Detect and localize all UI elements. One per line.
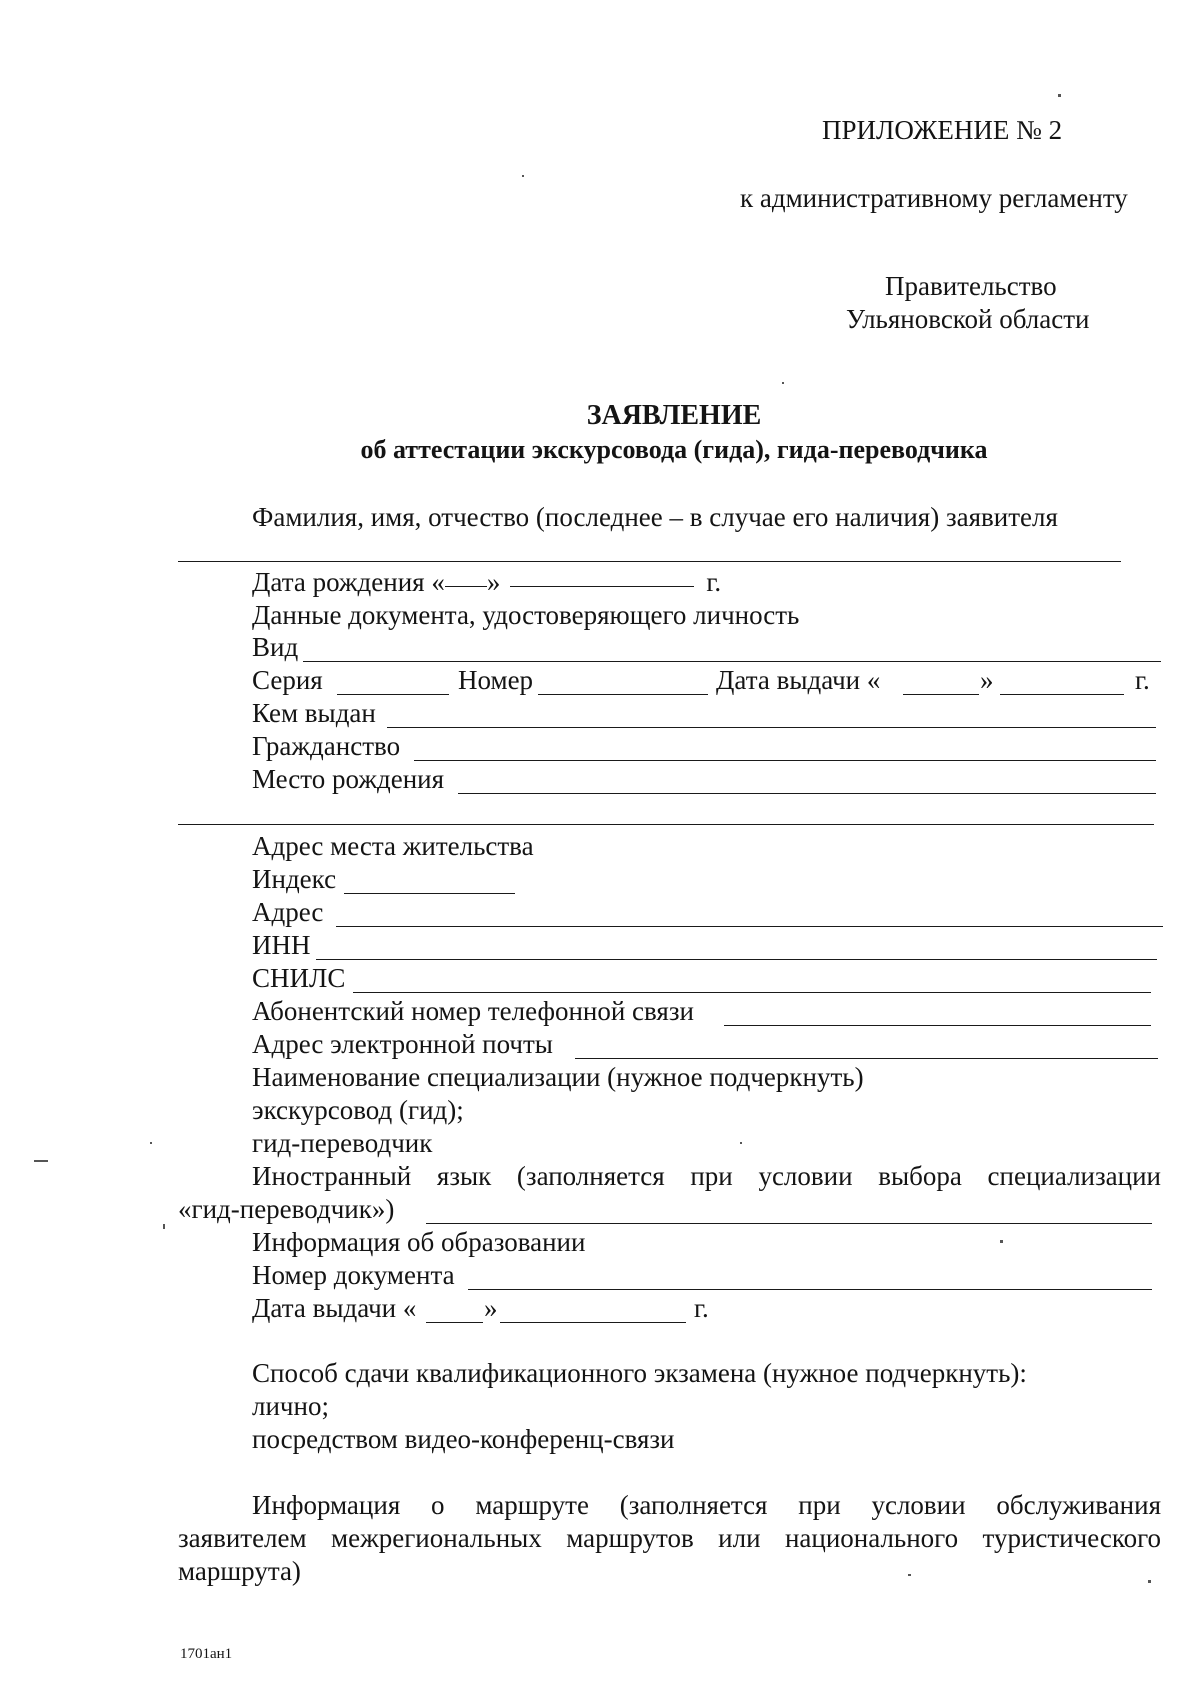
route-info-line-2: заявителем межрегиональных маршрутов или национального туристического (178, 1523, 1161, 1553)
specialization-option-interpreter[interactable]: гид-переводчик (252, 1128, 433, 1158)
foreign-language-field[interactable] (426, 1223, 1152, 1224)
issued-by-label: Кем выдан (252, 698, 376, 728)
appendix-number: ПРИЛОЖЕНИЕ № 2 (822, 115, 1063, 145)
phone-field[interactable] (724, 1025, 1151, 1026)
doc-type-field[interactable] (303, 661, 1161, 662)
document-subtitle: об аттестации экскурсовода (гида), гида-переводчика (360, 435, 988, 464)
doc-type-label: Вид (252, 632, 299, 662)
series-field[interactable] (337, 694, 449, 695)
residence-label: Адрес места жительства (252, 831, 534, 861)
number-label: Номер (458, 665, 534, 695)
birthplace-field[interactable] (458, 793, 1156, 794)
birth-day-field[interactable] (445, 586, 487, 587)
route-info-line-1: Информация о маршруте (заполняется при условии обслуживания (252, 1490, 1161, 1520)
scan-speck (782, 382, 784, 384)
issue-date-label: Дата выдачи « (716, 665, 881, 695)
education-issue-date-label: Дата выдачи « (252, 1293, 417, 1323)
quote-close: » (980, 665, 994, 695)
fio-label: Фамилия, имя, отчество (последнее – в случае его наличия) заявителя (252, 502, 1058, 532)
footer-code: 1701ан1 (180, 1646, 233, 1662)
year-suffix: г. (706, 567, 722, 597)
education-doc-number-field[interactable] (468, 1289, 1152, 1290)
scan-speck (522, 175, 524, 177)
year-suffix: г. (694, 1293, 709, 1323)
birth-date-row (252, 566, 721, 598)
identity-doc-label: Данные документа, удостоверяющего личность (252, 600, 800, 630)
snils-label: СНИЛС (252, 963, 346, 993)
phone-label: Абонентский номер телефонной связи (252, 996, 694, 1026)
index-field[interactable] (344, 893, 515, 894)
year-suffix: г. (1135, 665, 1150, 695)
scan-speck (1148, 1580, 1151, 1583)
inn-label: ИНН (252, 930, 311, 960)
scan-speck (908, 1574, 911, 1576)
quote-close: » (486, 567, 501, 597)
education-doc-number-label: Номер документа (252, 1260, 455, 1290)
address-label: Адрес (252, 897, 324, 927)
issue-month-year-field[interactable] (1000, 694, 1124, 695)
snils-field[interactable] (353, 992, 1151, 993)
citizenship-label: Гражданство (252, 731, 401, 761)
route-info-line-3: маршрута) (178, 1556, 301, 1586)
education-issue-month-year-field[interactable] (500, 1322, 686, 1323)
citizenship-field[interactable] (414, 760, 1156, 761)
birthplace-label: Место рождения (252, 764, 445, 794)
series-label: Серия (252, 665, 323, 695)
exam-option-in-person[interactable]: лично; (252, 1391, 329, 1421)
specialization-option-guide[interactable]: экскурсовод (гид); (252, 1095, 464, 1125)
foreign-language-label-cont: «гид-переводчик») (178, 1194, 395, 1224)
government-line-1: Правительство (885, 271, 1057, 301)
scan-speck (163, 1224, 165, 1229)
scan-speck (150, 1142, 152, 1144)
inn-field[interactable] (316, 959, 1157, 960)
government-line-2: Ульяновской области (846, 304, 1090, 334)
scan-speck (740, 1142, 742, 1144)
address-field[interactable] (336, 926, 1163, 927)
quote-close: » (484, 1293, 498, 1323)
exam-method-label: Способ сдачи квалификационного экзамена (нужное подчеркнуть): (252, 1358, 1027, 1388)
regulation-reference: к административному регламенту (740, 183, 1128, 213)
birthplace-field-continued[interactable] (178, 824, 1154, 825)
issue-day-field[interactable] (903, 694, 979, 695)
birth-date-label: Дата рождения « (252, 567, 445, 597)
birth-month-year-field[interactable] (510, 586, 694, 587)
index-label: Индекс (252, 864, 337, 894)
issued-by-field[interactable] (387, 727, 1156, 728)
education-issue-day-field[interactable] (426, 1322, 483, 1323)
scan-speck (34, 1160, 48, 1162)
fio-field[interactable] (178, 561, 1121, 562)
foreign-language-label: Иностранный язык (заполняется при условии выбора специализации (252, 1161, 1161, 1191)
exam-option-video[interactable]: посредством видео-конференц-связи (252, 1424, 675, 1454)
email-field[interactable] (575, 1058, 1158, 1059)
document-title: ЗАЯВЛЕНИЕ (586, 400, 762, 431)
scan-speck (1000, 1240, 1003, 1243)
specialization-label: Наименование специализации (нужное подчеркнуть) (252, 1062, 864, 1092)
email-label: Адрес электронной почты (252, 1029, 553, 1059)
scan-speck (1058, 94, 1061, 97)
number-field[interactable] (538, 694, 708, 695)
education-label: Информация об образовании (252, 1227, 586, 1257)
